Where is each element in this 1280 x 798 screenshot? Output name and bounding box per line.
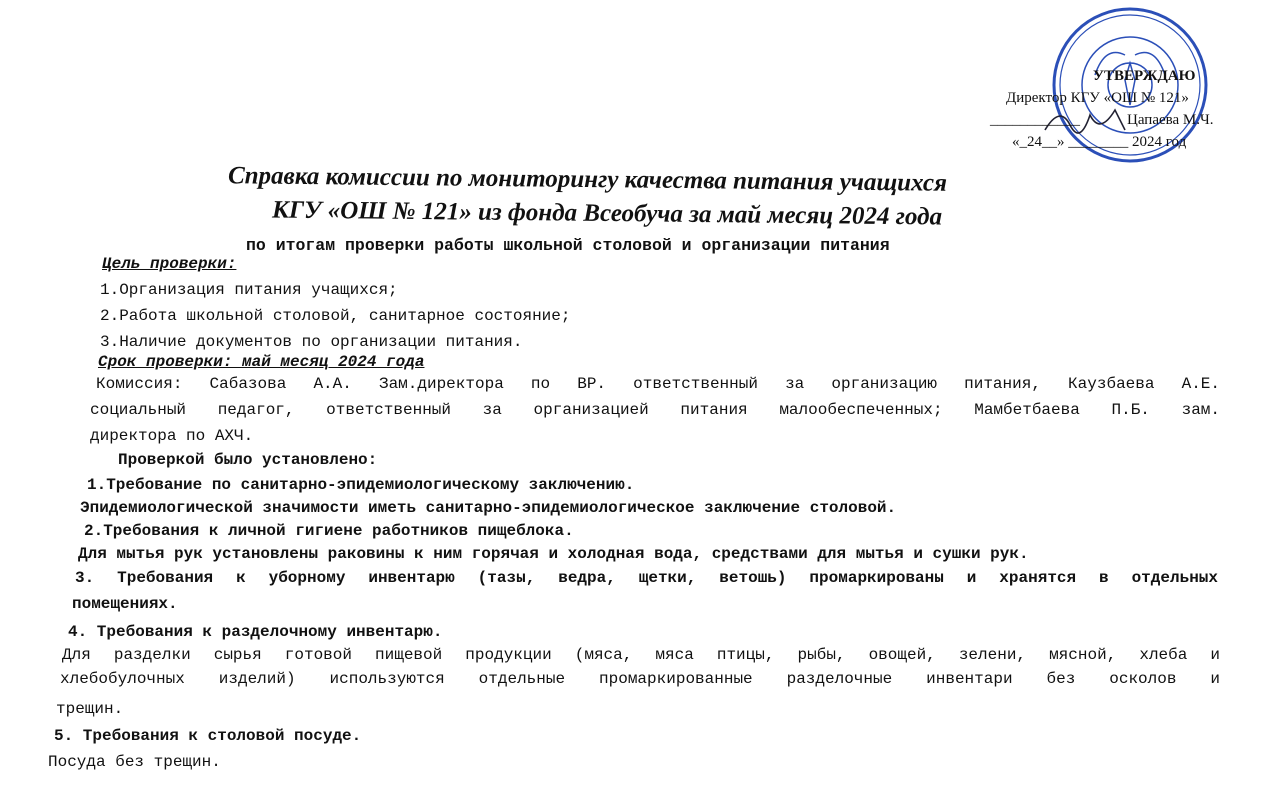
approval-signature-line: ____________ <box>990 112 1080 128</box>
finding-heading: 4. Требования к разделочному инвентарю. <box>68 623 443 641</box>
approval-date: «_24__» ________ 2024 год <box>1012 134 1187 150</box>
finding-text: Эпидемиологической значимости иметь санитарно-эпидемиологическое заключение столовой. <box>80 499 897 517</box>
approval-name: Цапаева М.Ч. <box>1127 112 1214 128</box>
approval-heading: УТВЕРЖДАЮ <box>1093 68 1196 84</box>
goal-item: 3.Наличие документов по организации питания. <box>100 333 523 351</box>
document-subtitle: по итогам проверки работы школьной столовой и организации питания <box>246 236 890 255</box>
document-title-line1: Справка комиссии по мониторингу качества питания учащихся <box>227 162 948 197</box>
finding-text: хлебобулочных изделий) используются отдельные промаркированные разделочные инвентари без осколов и <box>60 670 1220 688</box>
goal-item: 1.Организация питания учащихся; <box>100 281 398 299</box>
commission-line: Комиссия: Сабазова А.А. Зам.директора по ВР. ответственный за организацию питания, Каузбаева А.Е. <box>96 375 1220 393</box>
finding-text: Для мытья рук установлены раковины к ним горячая и холодная вода, средствами для мытья и сушки рук. <box>78 545 1029 563</box>
goal-item: 2.Работа школьной столовой, санитарное состояние; <box>100 307 571 325</box>
approval-position: Директор КГУ «ОШ № 121» <box>1006 90 1189 106</box>
goal-heading: Цель проверки: <box>102 255 237 273</box>
finding-text: Для разделки сырья готовой пищевой продукции (мяса, мяса птицы, рыбы, овощей, зелени, мясной, хлеба и <box>62 646 1220 664</box>
commission-line: директора по АХЧ. <box>90 427 254 445</box>
finding-heading: 5. Требования к столовой посуде. <box>54 727 362 745</box>
finding-text: Посуда без трещин. <box>48 753 221 771</box>
finding-heading: 2.Требования к личной гигиене работников пищеблока. <box>84 522 574 540</box>
term: Срок проверки: май месяц 2024 года <box>98 353 425 371</box>
finding-text: помещениях. <box>72 595 178 613</box>
document-title-line2: КГУ «ОШ № 121» из фонда Всеобуча за май месяц 2024 года <box>271 196 943 231</box>
finding-heading: 3. Требования к уборному инвентарю (тазы, ведра, щетки, ветошь) промаркированы и хранятся в отдельных <box>75 569 1218 587</box>
finding-text: трещин. <box>56 700 124 718</box>
finding-heading: 1.Требование по санитарно-эпидемиологическому заключению. <box>87 476 635 494</box>
findings-heading: Проверкой было установлено: <box>118 451 378 469</box>
commission-line: социальный педагог, ответственный за организацией питания малообеспеченных; Мамбетбаева П.Б. зам. <box>90 401 1220 419</box>
